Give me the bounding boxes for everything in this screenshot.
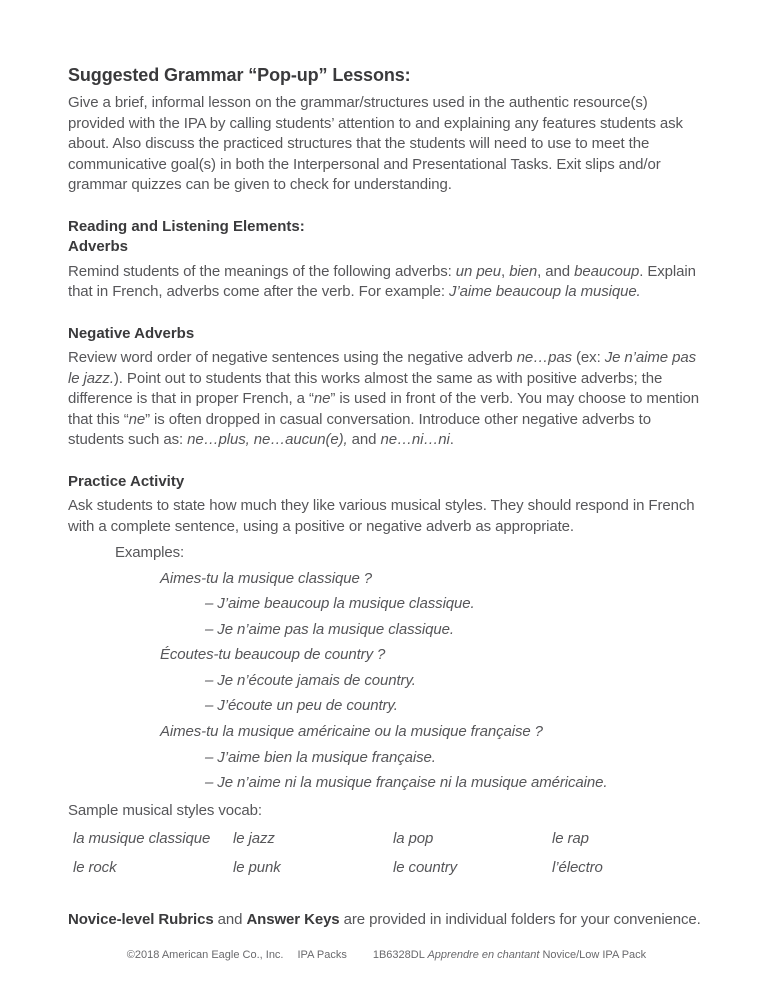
text-run: and bbox=[347, 431, 381, 448]
vocab-item: le punk bbox=[233, 859, 281, 877]
example-answer: – J’aime beaucoup la musique classique. bbox=[205, 595, 475, 613]
note-paragraph bbox=[68, 910, 706, 931]
example-question: Aimes-tu la musique classique ? bbox=[160, 569, 372, 587]
text-run: ne bbox=[313, 390, 331, 407]
text-run: Answer Keys bbox=[246, 910, 340, 928]
text-run: ne…ni…ni bbox=[380, 431, 450, 448]
example-question: Écoutes-tu beaucoup de country ? bbox=[160, 646, 386, 664]
text-run: . Explain that in French, adverbs come after the verb. For example: bbox=[68, 262, 696, 300]
section-body bbox=[68, 496, 706, 537]
example-answer: – Je n’écoute jamais de country. bbox=[205, 671, 416, 689]
sections-container bbox=[68, 217, 706, 538]
example-answer: – Je n’aime ni la musique française ni la musique américaine. bbox=[205, 774, 608, 792]
section-body bbox=[68, 262, 706, 303]
grammar-section bbox=[68, 472, 706, 538]
text-run: bien bbox=[509, 262, 538, 280]
text-run: ©2018 American Eagle Co., Inc. bbox=[126, 949, 284, 961]
text-run: , and bbox=[537, 262, 575, 280]
text-run: beaucoup bbox=[574, 262, 640, 280]
vocab-item: le country bbox=[393, 859, 458, 877]
section-heading: Reading and Listening Elements: bbox=[68, 217, 305, 235]
vocab-label: Sample musical styles vocab: bbox=[68, 801, 262, 819]
example-answer: – Je n’aime pas la musique classique. bbox=[205, 620, 454, 638]
example-answer: – J’écoute un peu de country. bbox=[205, 697, 398, 715]
text-run: ” is used in front of the verb. You may choose to mention that this “ bbox=[68, 390, 700, 428]
vocab-item: le jazz bbox=[233, 830, 275, 848]
examples-list bbox=[68, 566, 706, 796]
page-title: Suggested Grammar “Pop-up” Lessons: bbox=[68, 65, 411, 85]
vocab-item: le rap bbox=[552, 830, 589, 848]
text-run: Ask students to state how much they like various musical styles. They should respond in French with a complete sentence, using a positive or negative adverb as appropriate. bbox=[68, 497, 695, 535]
text-run: Je n’aime pas le jazz. bbox=[68, 349, 696, 387]
grammar-section bbox=[68, 217, 706, 303]
text-run: Remind students of the meanings of the following adverbs: bbox=[68, 262, 456, 280]
footer-segment bbox=[127, 948, 284, 962]
text-run: ne…pas bbox=[516, 349, 572, 366]
text-run: un peu bbox=[455, 262, 502, 280]
text-run: IPA Packs bbox=[297, 949, 347, 961]
text-run: Novice-level Rubrics bbox=[68, 910, 214, 928]
text-run: Novice/Low IPA Pack bbox=[539, 949, 647, 961]
text-run: , bbox=[501, 262, 510, 280]
vocab-item: le rock bbox=[73, 859, 117, 877]
vocab-table bbox=[73, 825, 706, 883]
vocab-item: la pop bbox=[393, 830, 434, 848]
text-run: ne…plus, ne…aucun(e), bbox=[187, 431, 348, 448]
section-heading: Negative Adverbs bbox=[68, 324, 195, 342]
grammar-section bbox=[68, 324, 706, 451]
text-run: and bbox=[213, 910, 247, 928]
text-run: (ex: bbox=[571, 349, 605, 366]
vocab-item: l’électro bbox=[552, 859, 603, 877]
section-heading: Practice Activity bbox=[68, 472, 185, 490]
page-footer bbox=[0, 948, 773, 962]
text-run: are provided in individual folders for your convenience. bbox=[339, 910, 701, 928]
text-run: ). Point out to students that this works almost the same as with positive adverbs; the difference is that in proper French, a “ bbox=[68, 369, 663, 407]
vocab-item: la musique classique bbox=[73, 830, 211, 848]
section-body bbox=[68, 348, 706, 451]
text-run: ” is often dropped in casual conversation. Introduce other negative adverbs to students such as: bbox=[68, 410, 651, 448]
example-question: Aimes-tu la musique américaine ou la musique française ? bbox=[160, 723, 543, 741]
text-run: Apprendre en chantant bbox=[427, 949, 540, 961]
footer-segment bbox=[373, 948, 646, 962]
intro-paragraph: Give a brief, informal lesson on the grammar/structures used in the authentic resource(s) provided with the IPA by calling students’ attention to and explaining any features students ask about. Also discuss the practiced structures that the students will need to use to meet the communicative goal(s) in both the Interpersonal and Presentational Tasks. Exit slips and/or grammar quizzes can be given to check for understanding. bbox=[68, 94, 683, 193]
section-heading: Adverbs bbox=[68, 238, 129, 255]
footer-segment bbox=[298, 948, 347, 962]
text-run: Review word order of negative sentences using the negative adverb bbox=[68, 349, 517, 366]
text-run: J’aime beaucoup la musique. bbox=[449, 283, 641, 300]
examples-label: Examples: bbox=[115, 544, 185, 561]
text-run: 1B6328DL bbox=[372, 949, 428, 961]
text-run: . bbox=[449, 431, 454, 448]
example-answer: – J’aime bien la musique française. bbox=[205, 748, 436, 766]
text-run: ne bbox=[128, 410, 146, 428]
